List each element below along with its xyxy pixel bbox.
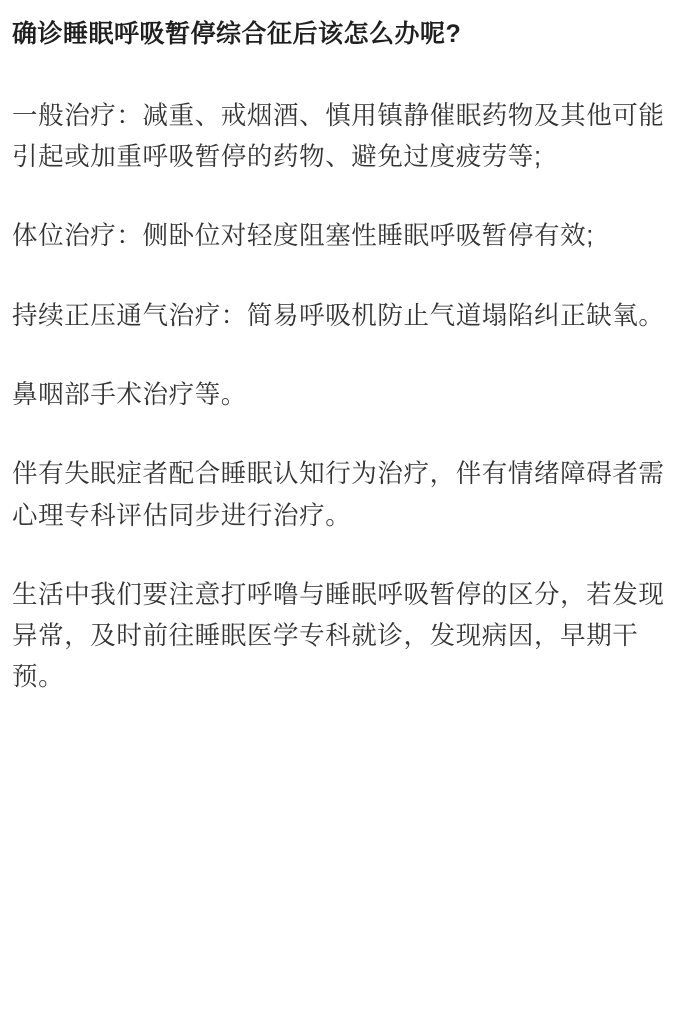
paragraph-insomnia-treatment: 伴有失眠症者配合睡眠认知行为治疗，伴有情绪障碍者需心理专科评估同步进行治疗。 xyxy=(12,460,665,530)
paragraph-general-treatment: 一般治疗：减重、戒烟酒、慎用镇静催眠药物及其他可能引起或加重呼吸暂停的药物、避免过度疲劳等; xyxy=(12,101,665,172)
paragraph-surgical-treatment: 鼻咽部手术治疗等。 xyxy=(12,380,247,409)
paragraph-daily-life-advice: 生活中我们要注意打呼噜与睡眠呼吸暂停的区分，若发现异常，及时前往睡眠医学专科就诊，发现病因，早期干预。 xyxy=(12,580,665,692)
paragraph-cpap-treatment: 持续正压通气治疗：简易呼吸机防止气道塌陷纠正缺氧。 xyxy=(12,301,665,330)
page-title: 确诊睡眠呼吸暂停综合征后该怎么办呢? xyxy=(12,20,462,48)
paragraph-positional-treatment: 体位治疗：侧卧位对轻度阻塞性睡眠呼吸暂停有效; xyxy=(12,222,594,251)
